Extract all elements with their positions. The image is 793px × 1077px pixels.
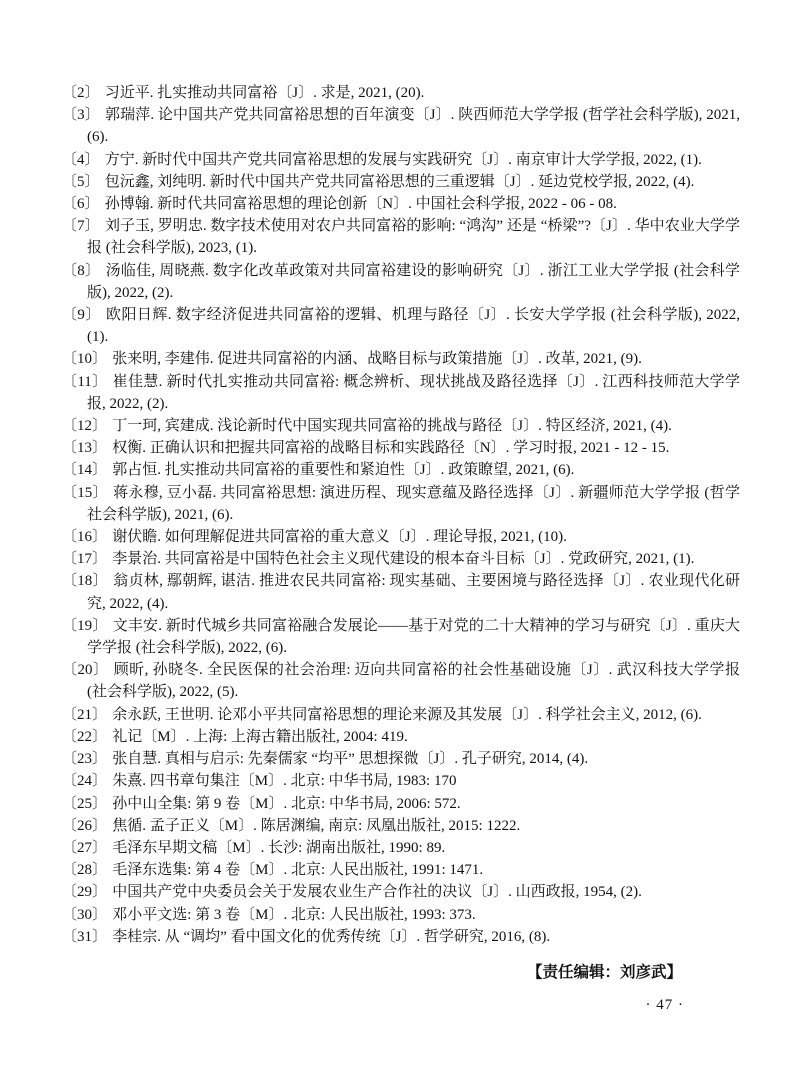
reference-item: [62, 815, 740, 837]
reference-text: 郭瑞萍. 论中国共产党共同富裕思想的百年演变〔J〕. 陕西师范大学学报 (哲学社会科学版), 2021, (6).: [87, 107, 740, 146]
reference-text: 礼记〔M〕. 上海: 上海古籍出版社, 2004: 419.: [112, 728, 408, 745]
reference-text: 刘子玉, 罗明忠. 数字技术使用对农户共同富裕的影响: “鸿沟” 还是 “桥梁”?〔J〕. 华中农业大学学报 (社会科学版), 2023, (1).: [87, 218, 740, 257]
reference-item: [62, 82, 740, 104]
reference-label: 〔18〕: [62, 573, 108, 590]
reference-item: [62, 793, 740, 815]
reference-item: [62, 104, 740, 148]
reference-label: 〔23〕: [62, 751, 108, 768]
reference-label: 〔5〕: [62, 173, 100, 190]
reference-label: 〔17〕: [62, 551, 108, 568]
reference-item: [62, 748, 740, 770]
reference-label: 〔16〕: [62, 529, 108, 546]
reference-label: 〔26〕: [62, 817, 108, 834]
reference-label: 〔25〕: [62, 795, 108, 812]
reference-text: 权衡. 正确认识和把握共同富裕的战略目标和实践路径〔N〕. 学习时报, 2021 - 12 - 15.: [112, 440, 670, 457]
reference-label: 〔24〕: [62, 773, 108, 790]
reference-item: [62, 548, 740, 570]
reference-item: [62, 615, 740, 659]
reference-text: 朱熹. 四书章句集注〔M〕. 北京: 中华书局, 1983: 170: [112, 773, 457, 790]
reference-text: 习近平. 扎实推动共同富裕〔J〕. 求是, 2021, (20).: [104, 85, 425, 101]
reference-text: 邓小平文选: 第 3 卷〔M〕. 北京: 人民出版社, 1993: 373.: [112, 906, 476, 923]
reference-text: 汤临佳, 周晓燕. 数字化改革政策对共同富裕建设的影响研究〔J〕. 浙江工业大学学报 (社会科学版), 2022, (2).: [87, 262, 740, 301]
references-list: [62, 82, 740, 948]
reference-label: 〔3〕: [62, 107, 100, 124]
reference-item: [62, 459, 740, 481]
reference-text: 谢伏瞻. 如何理解促进共同富裕的重大意义〔J〕. 理论导报, 2021, (10).: [112, 529, 567, 546]
reference-text: 孙中山全集: 第 9 卷〔M〕. 北京: 中华书局, 2006: 572.: [112, 795, 461, 812]
reference-label: 〔8〕: [62, 262, 101, 279]
reference-label: 〔9〕: [62, 307, 101, 324]
reference-item: [62, 437, 740, 459]
reference-text: 丁一珂, 宾建成. 浅论新时代中国实现共同富裕的挑战与路径〔J〕. 特区经济, 2021, (4).: [112, 418, 672, 435]
reference-item: [62, 859, 740, 881]
reference-text: 李景治. 共同富裕是中国特色社会主义现代建设的根本奋斗目标〔J〕. 党政研究, 2021, (1).: [112, 551, 695, 568]
reference-label: 〔2〕: [62, 85, 100, 101]
reference-label: 〔27〕: [62, 839, 108, 856]
reference-label: 〔22〕: [62, 728, 108, 745]
reference-item: [62, 926, 740, 948]
reference-item: [62, 837, 740, 859]
reference-text: 方宁. 新时代中国共产党共同富裕思想的发展与实践研究〔J〕. 南京审计大学学报, 2022, (1).: [104, 151, 702, 168]
reference-text: 张来明, 李建伟. 促进共同富裕的内涵、战略目标与政策措施〔J〕. 改革, 2021, (9).: [112, 351, 642, 368]
reference-label: 〔13〕: [62, 440, 108, 457]
reference-item: [62, 904, 740, 926]
reference-text: 毛泽东早期文稿〔M〕. 长沙: 湖南出版社, 1990: 89.: [112, 839, 446, 856]
reference-text: 孙博翰. 新时代共同富裕思想的理论创新〔N〕. 中国社会科学报, 2022 - 06 - 08.: [104, 196, 617, 213]
reference-text: 张自慧. 真相与启示: 先秦儒家 “均平” 思想探微〔J〕. 孔子研究, 2014, (4).: [112, 751, 589, 768]
reference-label: 〔19〕: [62, 617, 108, 634]
reference-text: 余永跃, 王世明. 论邓小平共同富裕思想的理论来源及其发展〔J〕. 科学社会主义, 2012, (6).: [112, 706, 702, 723]
reference-item: [62, 415, 740, 437]
reference-item: [62, 149, 740, 171]
reference-item: [62, 260, 740, 304]
reference-text: 郭占恒. 扎实推动共同富裕的重要性和紧迫性〔J〕. 政策瞭望, 2021, (6).: [112, 462, 575, 479]
reference-text: 文丰安. 新时代城乡共同富裕融合发展论——基于对党的二十大精神的学习与研究〔J〕. 重庆大学学报 (社会科学版), 2022, (6).: [87, 617, 740, 657]
reference-text: 顾昕, 孙晓冬. 全民医保的社会治理: 迈向共同富裕的社会性基础设施〔J〕. 武汉科技大学学报 (社会科学版), 2022, (5).: [87, 662, 740, 701]
reference-item: [62, 304, 740, 348]
reference-label: 〔10〕: [62, 351, 108, 368]
editor-note: 【责任编辑：刘彦武】: [526, 964, 682, 981]
reference-label: 〔11〕: [62, 373, 108, 390]
reference-text: 欧阳日辉. 数字经济促进共同富裕的逻辑、机理与路径〔J〕. 长安大学学报 (社会科学版), 2022, (1).: [87, 307, 740, 346]
page-number: · 47 ·: [645, 997, 684, 1013]
reference-item: [62, 215, 740, 259]
reference-label: 〔6〕: [62, 196, 100, 213]
reference-text: 中国共产党中央委员会关于发展农业生产合作社的决议〔J〕. 山西政报, 1954, (2).: [112, 884, 642, 901]
reference-text: 蒋永穆, 豆小磊. 共同富裕思想: 演进历程、现实意蕴及路径选择〔J〕. 新疆师范大学学报 (哲学社会科学版), 2021, (6).: [87, 484, 740, 523]
reference-item: [62, 570, 740, 614]
reference-text: 焦循. 孟子正义〔M〕. 陈居渊编, 南京: 凤凰出版社, 2015: 1222.: [112, 817, 521, 834]
reference-item: [62, 193, 740, 215]
reference-item: [62, 171, 740, 193]
reference-label: 〔12〕: [62, 418, 108, 435]
reference-item: [62, 659, 740, 703]
reference-text: 李桂宗. 从 “调均” 看中国文化的优秀传统〔J〕. 哲学研究, 2016, (8).: [112, 928, 551, 945]
reference-item: [62, 371, 740, 415]
reference-label: 〔28〕: [62, 862, 108, 879]
reference-text: 包沅鑫, 刘纯明. 新时代中国共产党共同富裕思想的三重逻辑〔J〕. 延边党校学报, 2022, (4).: [104, 173, 695, 190]
reference-item: [62, 526, 740, 548]
reference-item: [62, 770, 740, 792]
reference-label: 〔4〕: [62, 151, 100, 168]
reference-text: 崔佳慧. 新时代扎实推动共同富裕: 概念辨析、现状挑战及路径选择〔J〕. 江西科技师范大学学报, 2022, (2).: [87, 373, 740, 412]
reference-text: 毛泽东选集: 第 4 卷〔M〕. 北京: 人民出版社, 1991: 1471.: [112, 862, 484, 879]
reference-label: 〔30〕: [62, 906, 108, 923]
reference-label: 〔31〕: [62, 928, 108, 945]
reference-item: [62, 704, 740, 726]
reference-label: 〔21〕: [62, 706, 108, 723]
reference-item: [62, 881, 740, 903]
reference-item: [62, 726, 740, 748]
reference-label: 〔20〕: [62, 662, 109, 679]
reference-item: [62, 482, 740, 526]
reference-label: 〔14〕: [62, 462, 108, 479]
reference-label: 〔7〕: [62, 218, 100, 235]
reference-label: 〔15〕: [62, 484, 108, 501]
reference-item: [62, 348, 740, 370]
reference-label: 〔29〕: [62, 884, 108, 901]
reference-text: 翁贞林, 鄢朝辉, 谌洁. 推进农民共同富裕: 现实基础、主要困境与路径选择〔J〕. 农业现代化研究, 2022, (4).: [87, 573, 740, 612]
